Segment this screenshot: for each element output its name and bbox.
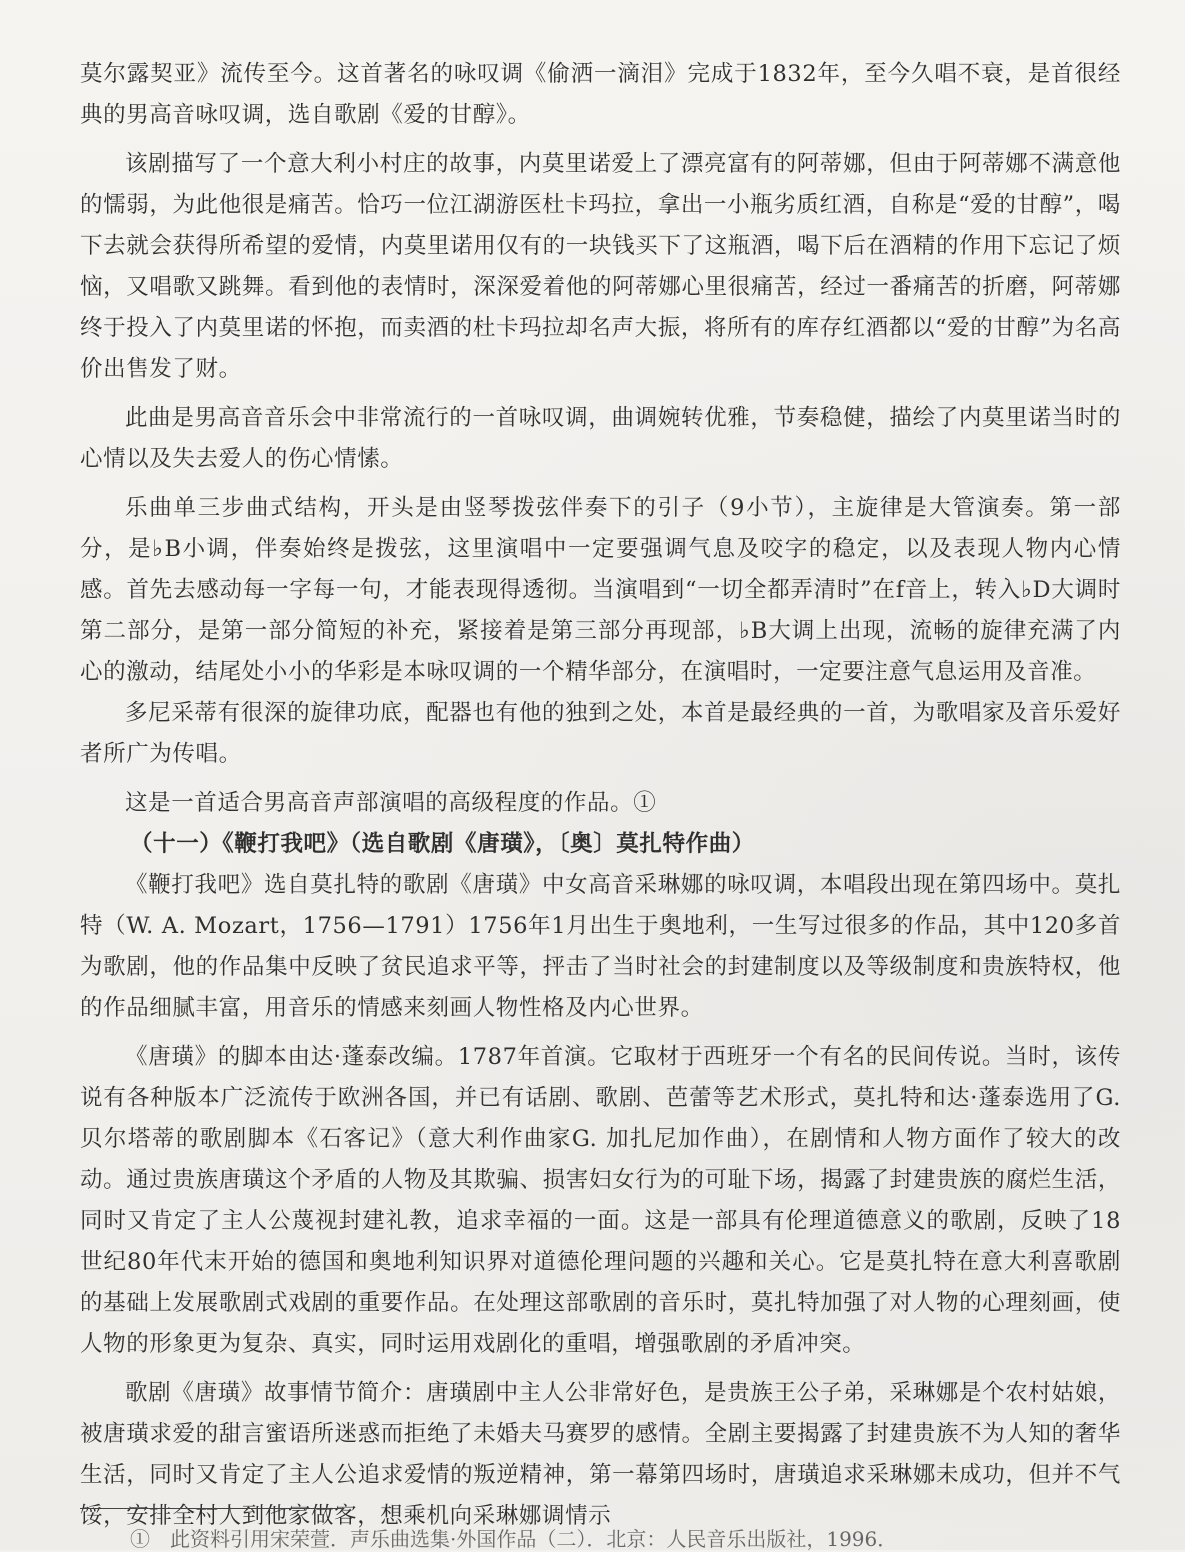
paragraph-mozart-intro: 《鞭打我吧》选自莫扎特的歌剧《唐璜》中女高音采琳娜的咏叹调，本唱段出现在第四场中。莫扎特（W. A. Mozart，1756—1791）1756年1月出生于奥地利，一生写过很多的作品，其中120多首为歌剧，他的作品集中反映了贫民追求平等，抨击了当时社会的封建制度以及等级制度和贵族特权，他的作品细腻丰富，用音乐的情感来刻画人物性格及内心世界。 [80,872,1121,1021]
paragraph-donizetti: 多尼采蒂有很深的旋律功底，配器也有他的独到之处，本首是最经典的一首，为歌唱家及音乐爱好者所广为传唱。 [80,700,1121,767]
paragraph-synopsis: 歌剧《唐璜》故事情节简介：唐璜剧中主人公非常好色，是贵族王公子弟，采琳娜是个农村姑娘，被唐璜求爱的甜言蜜语所迷惑而拒绝了未婚夫马赛罗的感情。全剧主要揭露了封建贵族不为人知的奢华生活，同时又肯定了主人公追求爱情的叛逆精神，第一幕第四场时，唐璜追求采琳娜未成功，但并不气馁，安排全村人到他家做客，想乘机向采琳娜调情示 [80,1380,1121,1529]
paragraph-level-note: 这是一首适合男高音声部演唱的高级程度的作品。① [125,790,657,816]
paragraph-don-giovanni: 《唐璜》的脚本由达·蓬泰改编。1787年首演。它取材于西班牙一个有名的民间传说。当时，该传说有各种版本广泛流传于欧洲各国，并已有话剧、歌剧、芭蕾等艺术形式，莫扎特和达·蓬泰选用了G. 贝尔塔蒂的歌剧脚本《石客记》（意大利作曲家G. 加扎尼加作曲），在剧情和人物方面作了较大的改动。通过贵族唐璜这个矛盾的人物及其欺骗、损害妇女行为的可耻下场，揭露了封建贵族的腐烂生活，同时又肯定了主人公蔑视封建礼教，追求幸福的一面。这是一部具有伦理道德意义的歌剧，反映了18世纪80年代末开始的德国和奥地利知识界对道德伦理问题的兴趣和关心。它是莫扎特在意大利喜歌剧的基础上发展歌剧式戏剧的重要作品。在处理这部歌剧的音乐时，莫扎特加强了对人物的心理刻画，使人物的形象更为复杂、真实，同时运用戏剧化的重唱，增强歌剧的矛盾冲突。 [80,1044,1121,1357]
paragraph-structure: 乐曲单三步曲式结构，开头是由竖琴拨弦伴奏下的引子（9小节），主旋律是大管演奏。第一部分，是♭B小调，伴奏始终是拨弦，这里演唱中一定要强调气息及咬字的稳定，以及表现人物内心情感。首先去感动每一字每一句，才能表现得透彻。当演唱到“一切全都弄清时”在f音上，转入♭D大调时第二部分，是第一部分简短的补充，紧接着是第三部分再现部，♭B大调上出现，流畅的旋律充满了内心的激动，结尾处小小的华彩是本咏叹调的一个精华部分，在演唱时，一定要注意气息运用及音准。 [80,495,1121,685]
section-heading: （十一）《鞭打我吧》（选自歌剧《唐璜》，〔奥〕莫扎特作曲） [130,831,755,857]
footnote: ① 此资料引用宋荣萱．声乐曲选集·外国作品（二）．北京：人民音乐出版社，1996． [130,1527,898,1551]
paragraph-plot: 该剧描写了一个意大利小村庄的故事，内莫里诺爱上了漂亮富有的阿蒂娜，但由于阿蒂娜不满意他的懦弱，为此他很是痛苦。恰巧一位江湖游医杜卡玛拉，拿出一小瓶劣质红酒，自称是“爱的甘醇”，喝下去就会获得所希望的爱情，内莫里诺用仅有的一块钱买下了这瓶酒，喝下后在酒精的作用下忘记了烦恼，又唱歌又跳舞。看到他的表情时，深深爱着他的阿蒂娜心里很痛苦，经过一番痛苦的折磨，阿蒂娜终于投入了内莫里诺的怀抱，而卖酒的杜卡玛拉却名声大振，将所有的库存红酒都以“爱的甘醇”为名高价出售发了财。 [80,151,1121,382]
paragraph-continuation: 莫尔露契亚》流传至今。这首著名的咏叹调《偷洒一滴泪》完成于1832年，至今久唱不衰，是首很经典的男高音咏叹调，选自歌剧《爱的甘醇》。 [80,61,1121,128]
paragraph-aria-description: 此曲是男高音音乐会中非常流行的一首咏叹调，曲调婉转优雅，节奏稳健，描绘了内莫里诺当时的心情以及失去爱人的伤心情愫。 [80,405,1121,472]
footnote-divider [80,1508,342,1509]
